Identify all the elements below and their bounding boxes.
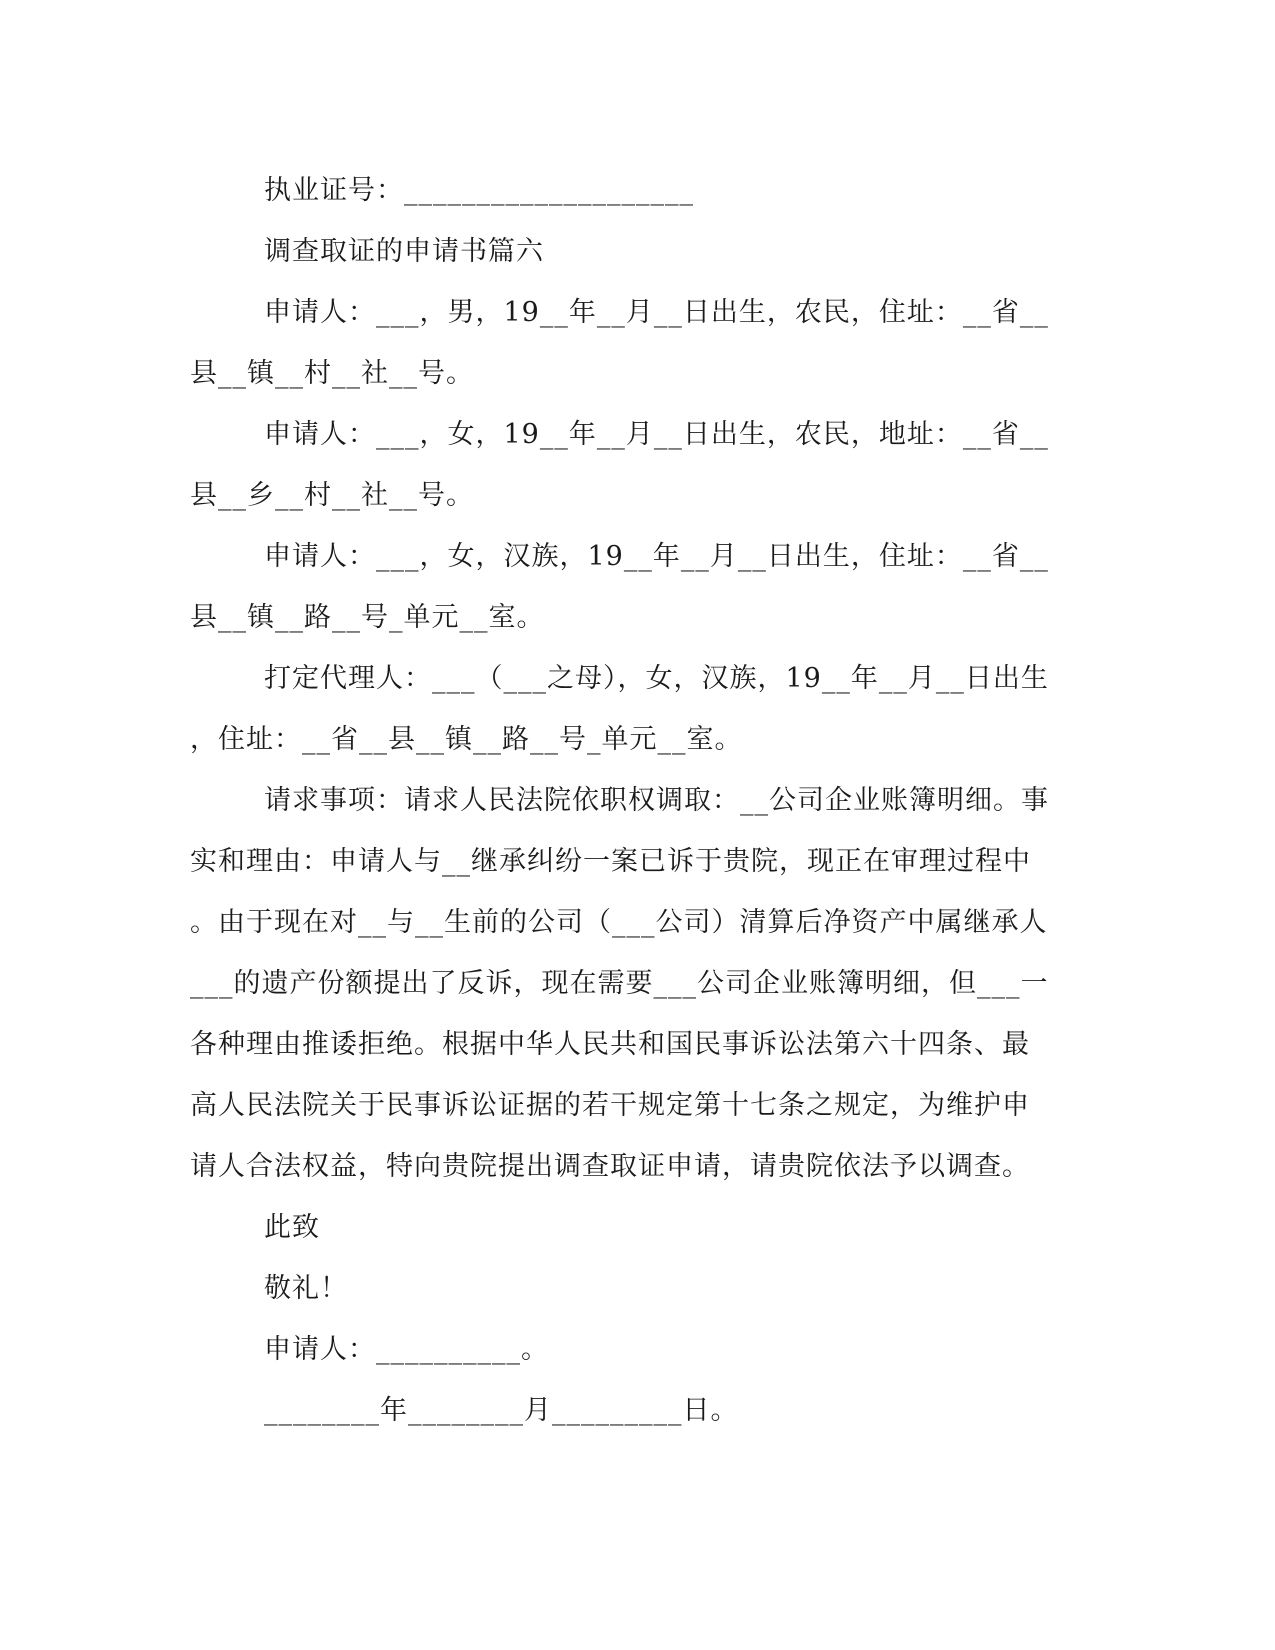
closing-jingli: 敬礼！ xyxy=(264,1273,348,1304)
agent-line-2: ，住址：__省__县__镇__路__号_单元__室。 xyxy=(190,724,743,755)
document-page xyxy=(190,160,1080,1441)
license-number-line: 执业证号：____________________ xyxy=(264,175,694,206)
signature-applicant: 申请人：__________。 xyxy=(264,1334,549,1365)
applicant-2-line-1: 申请人：___，女，19__年__月__日出生，农民，地址：__省__ xyxy=(264,419,1049,450)
applicant-2-line-2: 县__乡__村__社__号。 xyxy=(190,480,474,511)
closing-cizhi: 此致 xyxy=(264,1212,320,1243)
request-line-1: 请求事项：请求人民法院依职权调取：__公司企业账簿明细。事 xyxy=(264,785,1049,816)
request-line-3: 。由于现在对__与__生前的公司（___公司）清算后净资产中属继承人 xyxy=(190,907,1048,938)
agent-line-1: 打定代理人：___（___之母），女，汉族，19__年__月__日出生 xyxy=(264,663,1049,694)
applicant-3-line-2: 县__镇__路__号_单元__室。 xyxy=(190,602,545,633)
applicant-3-line-1: 申请人：___，女，汉族，19__年__月__日出生，住址：__省__ xyxy=(264,541,1049,572)
request-line-6: 高人民法院关于民事诉讼证据的若干规定第十七条之规定，为维护申 xyxy=(190,1090,1030,1121)
section-title: 调查取证的申请书篇六 xyxy=(264,236,544,267)
applicant-1-line-1: 申请人：___，男，19__年__月__日出生，农民，住址：__省__ xyxy=(264,297,1049,328)
applicant-1-line-2: 县__镇__村__社__号。 xyxy=(190,358,474,389)
request-line-7: 请人合法权益，特向贵院提出调查取证申请，请贵院依法予以调查。 xyxy=(190,1151,1030,1182)
request-line-4: ___的遗产份额提出了反诉，现在需要___公司企业账簿明细，但___一 xyxy=(190,968,1049,999)
signature-date: ________年________月_________日。 xyxy=(264,1395,739,1426)
request-line-2: 实和理由：申请人与__继承纠纷一案已诉于贵院，现正在审理过程中 xyxy=(190,846,1031,877)
request-line-5: 各种理由推诿拒绝。根据中华人民共和国民事诉讼法第六十四条、最 xyxy=(190,1029,1030,1060)
